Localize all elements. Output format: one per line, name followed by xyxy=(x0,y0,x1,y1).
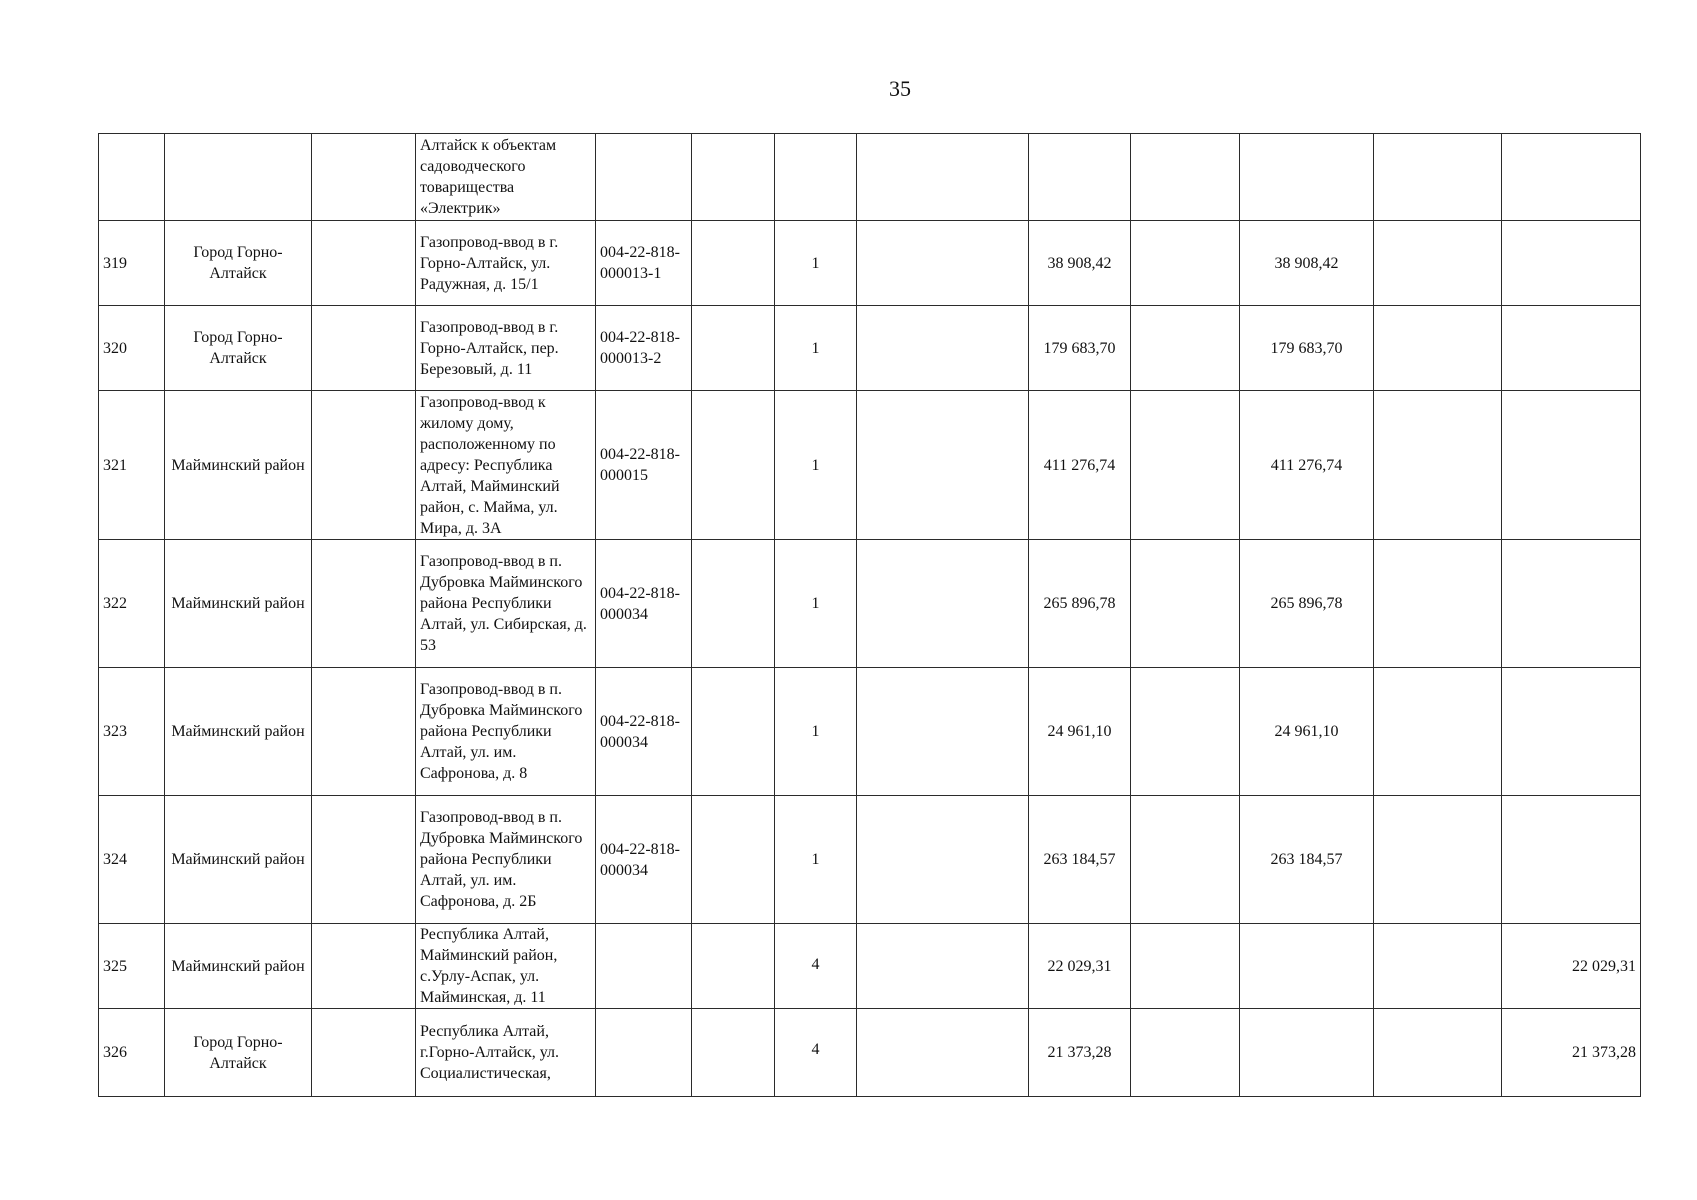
object-name-cell: Республика Алтай, Майминский район, с.Урлу-Аспак, ул. Майминская, д. 11 xyxy=(416,924,596,1009)
empty-cell xyxy=(312,796,416,924)
empty-cell xyxy=(1374,134,1502,221)
municipality-cell: Город Горно-Алтайск xyxy=(165,221,312,306)
object-code-cell: 004-22-818-000013-2 xyxy=(596,306,692,391)
row-number: 326 xyxy=(99,1009,165,1097)
table-row xyxy=(99,306,1641,391)
amount-cell: 21 373,28 xyxy=(1029,1009,1131,1097)
municipality-cell: Майминский район xyxy=(165,391,312,540)
row-number: 320 xyxy=(99,306,165,391)
table-row xyxy=(99,134,1641,221)
empty-cell xyxy=(1131,924,1240,1009)
object-name-cell: Газопровод-ввод в п. Дубровка Майминского района Республики Алтай, ул. Сибирская, д. 53 xyxy=(416,540,596,668)
amount-repeat-cell: 411 276,74 xyxy=(1240,391,1374,540)
empty-cell xyxy=(857,221,1029,306)
object-name-cell: Газопровод-ввод в п. Дубровка Майминского района Республики Алтай, ул. им. Сафронова, д. 8 xyxy=(416,668,596,796)
empty-cell xyxy=(857,668,1029,796)
object-code-cell: 004-22-818-000034 xyxy=(596,796,692,924)
empty-cell xyxy=(1131,540,1240,668)
row-number: 321 xyxy=(99,391,165,540)
empty-cell xyxy=(692,1009,775,1097)
empty-cell xyxy=(692,221,775,306)
amount-last-cell: 21 373,28 xyxy=(1502,1009,1641,1097)
object-code-cell xyxy=(596,134,692,221)
empty-cell xyxy=(312,668,416,796)
quantity-cell: 1 xyxy=(775,391,857,540)
empty-cell xyxy=(857,796,1029,924)
empty-cell xyxy=(857,391,1029,540)
table-row xyxy=(99,796,1641,924)
row-number: 319 xyxy=(99,221,165,306)
empty-cell xyxy=(1131,796,1240,924)
amount-last-cell xyxy=(1502,306,1641,391)
amount-last-cell xyxy=(1502,540,1641,668)
amount-last-cell: 22 029,31 xyxy=(1502,924,1641,1009)
empty-cell xyxy=(692,924,775,1009)
empty-cell xyxy=(857,924,1029,1009)
empty-cell xyxy=(312,306,416,391)
empty-cell xyxy=(1131,134,1240,221)
amount-repeat-cell xyxy=(1240,1009,1374,1097)
amount-cell: 265 896,78 xyxy=(1029,540,1131,668)
object-code-cell: 004-22-818-000034 xyxy=(596,668,692,796)
empty-cell xyxy=(1374,221,1502,306)
amount-cell: 22 029,31 xyxy=(1029,924,1131,1009)
amount-repeat-cell: 24 961,10 xyxy=(1240,668,1374,796)
object-name-cell: Республика Алтай, г.Горно-Алтайск, ул. Социалистическая, xyxy=(416,1009,596,1097)
empty-cell xyxy=(1374,1009,1502,1097)
empty-cell xyxy=(857,1009,1029,1097)
empty-cell xyxy=(692,306,775,391)
amount-repeat-cell xyxy=(1240,924,1374,1009)
quantity-cell: 1 xyxy=(775,668,857,796)
object-name-cell: Газопровод-ввод в п. Дубровка Майминского района Республики Алтай, ул. им. Сафронова, д. 2Б xyxy=(416,796,596,924)
table-row xyxy=(99,221,1641,306)
amount-cell: 24 961,10 xyxy=(1029,668,1131,796)
table-row xyxy=(99,391,1641,540)
amount-repeat-cell: 263 184,57 xyxy=(1240,796,1374,924)
object-name-cell: Газопровод-ввод в г. Горно-Алтайск, ул. Радужная, д. 15/1 xyxy=(416,221,596,306)
object-code-cell xyxy=(596,924,692,1009)
table-row xyxy=(99,668,1641,796)
amount-cell: 179 683,70 xyxy=(1029,306,1131,391)
empty-cell xyxy=(1131,306,1240,391)
amount-repeat-cell: 265 896,78 xyxy=(1240,540,1374,668)
quantity-cell: 4 xyxy=(775,924,857,1009)
object-name-cell: Алтайск к объектам садоводческого товарищества «Электрик» xyxy=(416,134,596,221)
empty-cell xyxy=(692,134,775,221)
object-code-cell: 004-22-818-000034 xyxy=(596,540,692,668)
municipality-cell xyxy=(165,134,312,221)
quantity-cell: 1 xyxy=(775,540,857,668)
municipality-cell: Майминский район xyxy=(165,924,312,1009)
empty-cell xyxy=(1374,924,1502,1009)
empty-cell xyxy=(857,540,1029,668)
object-name-cell: Газопровод-ввод в г. Горно-Алтайск, пер. Березовый, д. 11 xyxy=(416,306,596,391)
amount-repeat-cell: 38 908,42 xyxy=(1240,221,1374,306)
amount-cell: 263 184,57 xyxy=(1029,796,1131,924)
empty-cell xyxy=(312,1009,416,1097)
quantity-cell: 1 xyxy=(775,221,857,306)
empty-cell xyxy=(1131,1009,1240,1097)
empty-cell xyxy=(692,668,775,796)
object-code-cell: 004-22-818-000015 xyxy=(596,391,692,540)
quantity-cell: 1 xyxy=(775,306,857,391)
amount-repeat-cell xyxy=(1240,134,1374,221)
object-name-cell: Газопровод-ввод к жилому дому, расположенному по адресу: Республика Алтай, Майминский район, с. Майма, ул. Мира, д. 3А xyxy=(416,391,596,540)
empty-cell xyxy=(1374,668,1502,796)
empty-cell xyxy=(1374,391,1502,540)
empty-cell xyxy=(1374,306,1502,391)
page-number: 35 xyxy=(889,76,911,101)
row-number xyxy=(99,134,165,221)
table-row xyxy=(99,1009,1641,1097)
municipality-cell: Майминский район xyxy=(165,668,312,796)
empty-cell xyxy=(312,221,416,306)
empty-cell xyxy=(1131,221,1240,306)
object-code-cell: 004-22-818-000013-1 xyxy=(596,221,692,306)
amount-last-cell xyxy=(1502,391,1641,540)
empty-cell xyxy=(692,540,775,668)
empty-cell xyxy=(692,796,775,924)
empty-cell xyxy=(312,540,416,668)
empty-cell xyxy=(1131,391,1240,540)
amount-cell xyxy=(1029,134,1131,221)
municipality-cell: Город Горно-Алтайск xyxy=(165,1009,312,1097)
data-table xyxy=(98,133,1641,1097)
amount-cell: 411 276,74 xyxy=(1029,391,1131,540)
empty-cell xyxy=(1374,540,1502,668)
table-row xyxy=(99,924,1641,1009)
municipality-cell: Майминский район xyxy=(165,796,312,924)
empty-cell xyxy=(312,391,416,540)
quantity-cell: 1 xyxy=(775,796,857,924)
row-number: 325 xyxy=(99,924,165,1009)
empty-cell xyxy=(312,924,416,1009)
amount-last-cell xyxy=(1502,221,1641,306)
empty-cell xyxy=(692,391,775,540)
municipality-cell: Город Горно-Алтайск xyxy=(165,306,312,391)
table-row xyxy=(99,540,1641,668)
row-number: 324 xyxy=(99,796,165,924)
empty-cell xyxy=(312,134,416,221)
empty-cell xyxy=(1374,796,1502,924)
quantity-cell: 4 xyxy=(775,1009,857,1097)
amount-last-cell xyxy=(1502,134,1641,221)
amount-last-cell xyxy=(1502,796,1641,924)
row-number: 323 xyxy=(99,668,165,796)
object-code-cell xyxy=(596,1009,692,1097)
row-number: 322 xyxy=(99,540,165,668)
municipality-cell: Майминский район xyxy=(165,540,312,668)
quantity-cell xyxy=(775,134,857,221)
empty-cell xyxy=(1131,668,1240,796)
amount-repeat-cell: 179 683,70 xyxy=(1240,306,1374,391)
amount-last-cell xyxy=(1502,668,1641,796)
empty-cell xyxy=(857,134,1029,221)
empty-cell xyxy=(857,306,1029,391)
amount-cell: 38 908,42 xyxy=(1029,221,1131,306)
